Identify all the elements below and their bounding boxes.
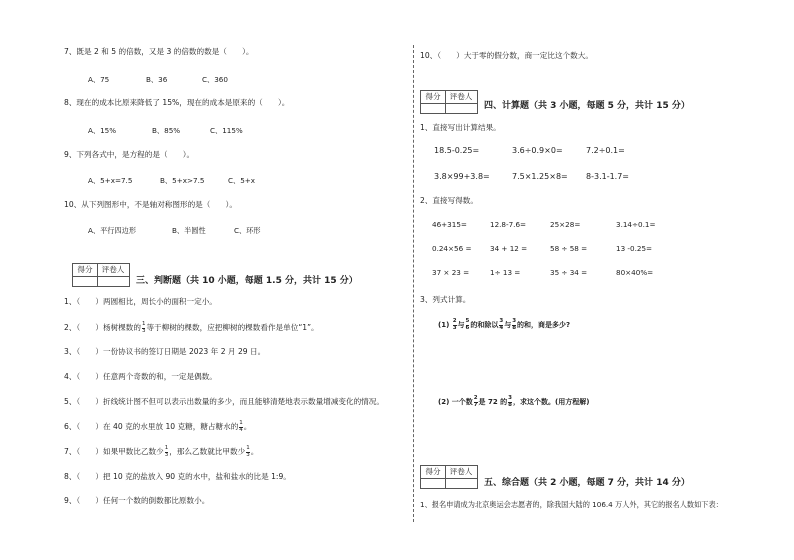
section3-title: 三、判断题（共 10 小题，每题 1.5 分，共计 15 分） [136,276,358,286]
section3-score-box [72,263,130,287]
q9-text: 9、下列各式中，是方程的是（ ）。 [64,150,195,159]
fraction: $\frac{1}{4}$ [239,420,243,433]
calc2-item: 12.8-7.6= [490,220,527,229]
calc2-title: 2、直接写得数。 [420,196,478,205]
fraction: $\frac{1}{3}$ [164,445,169,458]
calc2-item: 13 -0.25= [616,244,653,253]
judge-3: 3、（ ）一份协议书的签订日期是 2023 年 2 月 29 日。 [64,347,266,356]
calc1-item: 3.8×99+3.8= [434,172,490,181]
calc1-item: 3.6÷0.9×0= [512,146,563,155]
judge-2: 2、（ ）杨树棵数的 $\frac{1}{3}$ 等于柳树的棵数，应把柳树的棵数看作是单位“1”。 [64,321,319,334]
comprehensive-1: 1、报名申请成为北京奥运会志愿者的，除我国大陆的 106.4 万人外，其它的报名人数如下表： [420,500,723,509]
q10-option-a[interactable]: A、平行四边形 [88,226,137,235]
calc2-item: 0.24×56 = [432,244,472,253]
section5-score-box [420,465,478,489]
q10-text: 10、从下列图形中，不是轴对称图形的是（ ）。 [64,200,237,209]
judge-1: 1、（ ）两圆相比，周长小的面积一定小。 [64,297,217,306]
judge-5: 5、（ ）折线统计图不但可以表示出数量的多少，而且能够清楚地表示数量增减变化的情况。 [64,397,384,406]
calc2-item: 58 ÷ 58 = [550,244,588,253]
fraction: $\frac{1}{3}$ [246,445,250,458]
calc2-item: 25×28= [550,220,581,229]
calc1-title: 1、直接写出计算结果。 [420,123,501,132]
calc2-item: 34 + 12 = [490,244,528,253]
grader-label: 评卷人 [101,265,125,274]
grader-label: 评卷人 [449,467,473,476]
q7-option-b[interactable]: B、36 [146,75,168,84]
column-divider [413,45,414,522]
q8-option-b[interactable]: B、85% [152,126,181,135]
q10-option-b[interactable]: B、半圆性 [172,226,206,235]
score-label: 得分 [73,264,98,276]
calc2-item: 46+315= [432,220,467,229]
calc2-item: 35 ÷ 34 = [550,268,588,277]
judge-10: 10、（ ）大于零的假分数，商一定比这个数大。 [420,51,593,60]
calc1-item: 7.2÷0.1= [586,146,625,155]
score-label: 得分 [421,91,446,103]
q7-option-a[interactable]: A、75 [88,75,110,84]
judge-6: 6、（ ）在 40 克的水里放 10 克糖，糖占糖水的 $\frac{1}{4}$ 。 [64,420,252,433]
calc3-problem-1: (1) $\frac{2}{3}$ 与 $\frac{5}{6}$ 的和除以 $\frac{3}{4}$ 与 $\frac{3}{8}$ 的和，商是多少? [438,318,571,331]
judge-7: 7、（ ）如果甲数比乙数少 $\frac{1}{3}$ ，那么乙数就比甲数少 $\frac{1}{3}$ 。 [64,445,259,458]
judge-9: 9、（ ）任何一个数的倒数都比原数小。 [64,496,210,505]
q9-option-a[interactable]: A、5+x=7.5 [88,176,133,185]
q9-option-b[interactable]: B、5+x>7.5 [160,176,205,185]
calc2-item: 3.14÷0.1= [616,220,656,229]
calc3-title: 3、列式计算。 [420,295,471,304]
calc1-item: 7.5×1.25×8= [512,172,568,181]
section4-score-box [420,90,478,114]
calc2-item: 80×40%= [616,268,654,277]
calc1-item: 18.5-0.25= [434,146,480,155]
fraction: $\frac{1}{3}$ [141,321,146,334]
calc1-item: 8-3.1-1.7= [586,172,630,181]
q8-option-a[interactable]: A、15% [88,126,117,135]
judge-4: 4、（ ）任意两个奇数的和，一定是偶数。 [64,372,217,381]
q8-text: 8、现在的成本比原来降低了 15%，现在的成本是原来的（ ）。 [64,98,290,107]
grader-label: 评卷人 [449,92,473,101]
q7-text: 7、既是 2 和 5 的倍数，又是 3 的倍数的数是（ ）。 [64,47,254,56]
calc3-problem-2: (2) 一个数 $\frac{2}{7}$ 是 72 的 $\frac{3}{8}$ ，求这个数。(用方程解) [438,395,590,408]
judge-8: 8、（ ）把 10 克的盐放入 90 克的水中，盐和盐水的比是 1:9。 [64,472,291,481]
calc2-item: 1÷ 13 = [490,268,521,277]
section5-title: 五、综合题（共 2 小题，每题 7 分，共计 14 分） [484,478,690,488]
q7-option-c[interactable]: C、360 [202,75,228,84]
section4-title: 四、计算题（共 3 小题，每题 5 分，共计 15 分） [484,101,690,111]
calc2-item: 37 × 23 = [432,268,470,277]
q8-option-c[interactable]: C、115% [210,126,243,135]
q9-option-c[interactable]: C、5+x [228,176,256,185]
score-label: 得分 [421,466,446,478]
q10-option-c[interactable]: C、环形 [234,226,261,235]
